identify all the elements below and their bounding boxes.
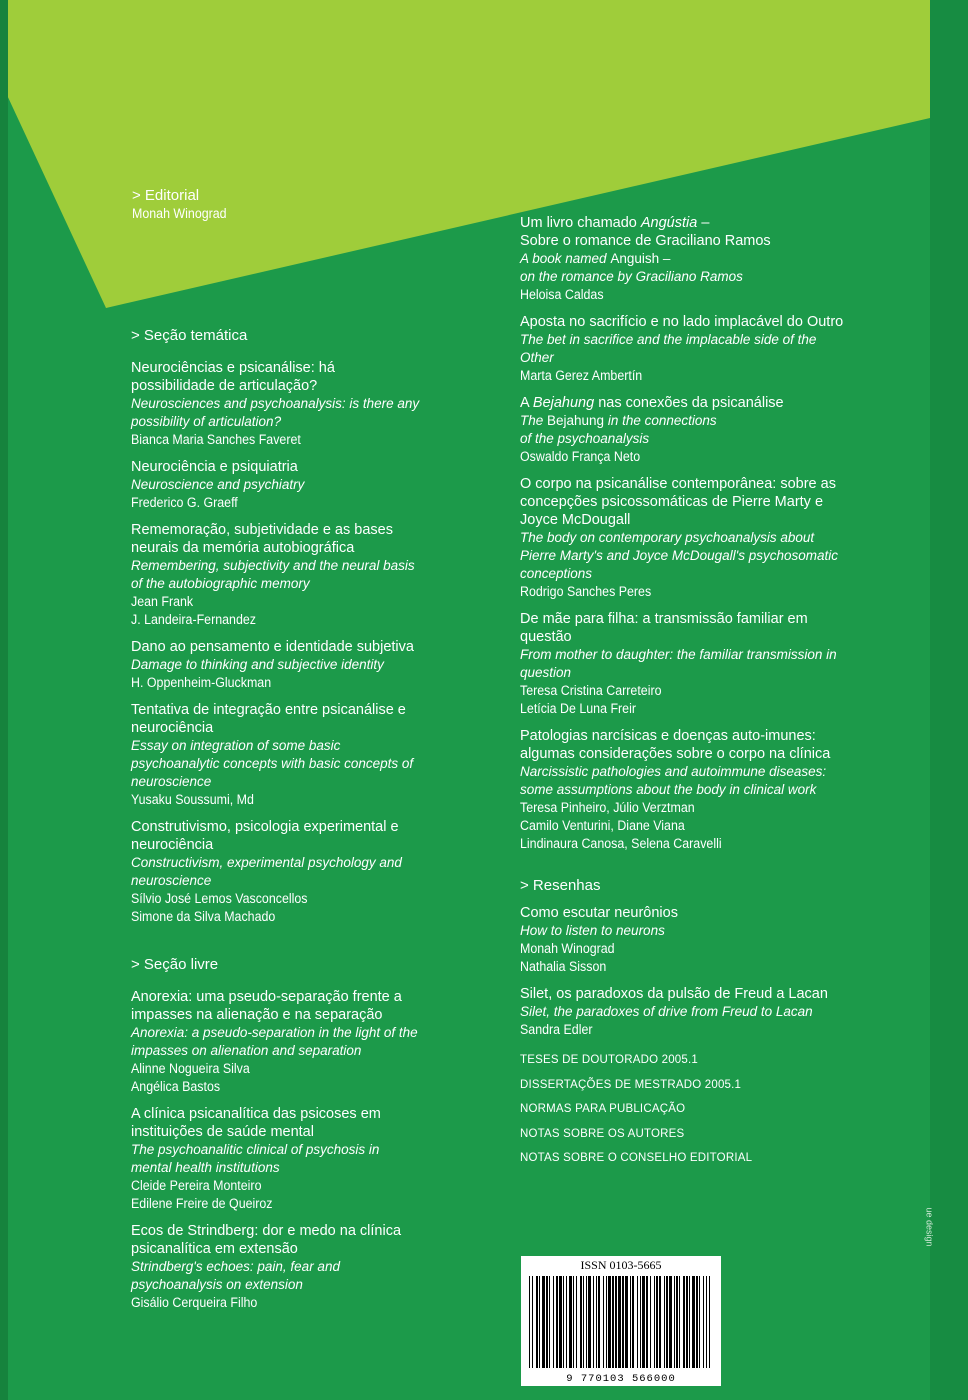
- barcode-bar: [546, 1276, 548, 1368]
- article-author: Frederico G. Graeff: [131, 495, 238, 510]
- article-entry: [520, 394, 870, 466]
- article-entry: [520, 475, 870, 601]
- left-edge-strip: [0, 0, 8, 1400]
- barcode-bar: [674, 1276, 675, 1368]
- barcode-bar: [676, 1276, 678, 1368]
- article-english-title: From mother to daughter: the familiar transmission in question: [520, 647, 837, 680]
- article-entry: [131, 1222, 471, 1312]
- right-column: [520, 214, 870, 1171]
- barcode-bar: [646, 1276, 648, 1368]
- barcode-bar: [666, 1276, 668, 1368]
- barcode-bar: [699, 1276, 700, 1368]
- article-author: Sílvio José Lemos Vasconcellos: [131, 891, 308, 906]
- article-title: Silet, os paradoxos da pulsão de Freud a Lacan: [520, 986, 828, 1002]
- left-column: [131, 326, 471, 1321]
- article-title: De mãe para filha: a transmissão familiar em questão: [520, 611, 808, 645]
- barcode-bar: [669, 1276, 672, 1368]
- barcode-bar: [683, 1276, 685, 1368]
- article-title: Patologias narcísicas e doenças auto-imunes: algumas considerações sobre o corpo na clínica: [520, 728, 831, 762]
- article-title: Construtivismo, psicologia experimental e neurociência: [131, 819, 399, 853]
- article-entry: [520, 904, 870, 976]
- barcode-bar: [615, 1276, 617, 1368]
- article-title: Neurociências e psicanálise: há possibilidade de articulação?: [131, 360, 335, 394]
- barcode-bar: [603, 1276, 604, 1368]
- barcode-label: [521, 1256, 721, 1386]
- article-author: Lindinaura Canosa, Selena Caravelli: [520, 836, 722, 851]
- barcode-bar: [583, 1276, 584, 1368]
- article-entry: [131, 988, 471, 1096]
- title-emphasis: Angústia: [640, 215, 698, 231]
- article-title-line2: Sobre o romance de Graciliano Ramos: [520, 233, 771, 249]
- article-author: Oswaldo França Neto: [520, 449, 641, 464]
- article-english-title: How to listen to neurons: [520, 923, 665, 938]
- barcode-bar: [559, 1276, 562, 1368]
- appendix-item: NOTAS SOBRE OS AUTORES: [520, 1127, 685, 1140]
- article-author: Monah Winograd: [520, 941, 615, 956]
- article-author: Yusaku Soussumi, Md: [131, 792, 254, 807]
- secao-livre-heading: > Seção livre: [131, 956, 219, 973]
- english-plain: Anguish: [610, 251, 660, 266]
- barcode-bar: [566, 1276, 567, 1368]
- barcode-bar: [640, 1276, 641, 1368]
- article-english-title: The body on contemporary psychoanalysis about Pierre Marty's and Joyce McDougall's psychosomatic conceptions: [520, 530, 839, 581]
- issn-text: ISSN 0103-5665: [580, 1258, 662, 1272]
- article-english-title: The bet in sacrifice and the implacable side of the Other: [520, 332, 817, 365]
- barcode-bar: [598, 1276, 600, 1368]
- article-author: Heloisa Caldas: [520, 287, 604, 302]
- article-entry: [520, 313, 870, 385]
- article-english-title: Remembering, subjectivity and the neural basis of the autobiographic memory: [131, 558, 415, 591]
- barcode-bar: [536, 1276, 538, 1368]
- title-emphasis: Bejahung: [532, 395, 595, 411]
- barcode-bar: [630, 1276, 631, 1368]
- barcode-bar: [659, 1276, 661, 1368]
- article-title: Tentativa de integração entre psicanálise e neurociência: [131, 702, 406, 736]
- barcode-bar: [588, 1276, 591, 1368]
- barcode-bar: [556, 1276, 558, 1368]
- barcode-icon: [527, 1276, 715, 1368]
- barcode-bar: [539, 1276, 540, 1368]
- article-title: Anorexia: uma pseudo-separação frente a impasses na alienação e na separação: [131, 989, 402, 1023]
- article-title: Aposta no sacrifício e no lado implacável do Outro: [520, 314, 844, 330]
- article-author: Nathalia Sisson: [520, 959, 607, 974]
- appendix-list: [520, 1048, 870, 1171]
- article-english-title: Essay on integration of some basic psychoanalytic concepts with basic concepts of neuroscience: [131, 738, 414, 789]
- barcode-bar: [612, 1276, 614, 1368]
- article-entry: [131, 359, 471, 449]
- article-entry: [131, 818, 471, 926]
- article-author: Sandra Edler: [520, 1022, 593, 1037]
- editorial-heading: > Editorial: [132, 187, 200, 204]
- article-author: Simone da Silva Machado: [131, 909, 276, 924]
- barcode-bar: [608, 1276, 611, 1368]
- article-author: Marta Gerez Ambertín: [520, 368, 643, 383]
- resenhas-list: [520, 904, 870, 1039]
- barcode-bar: [569, 1276, 572, 1368]
- barcode-bar: [573, 1276, 574, 1368]
- barcode-bar: [532, 1276, 533, 1368]
- barcode-bar: [692, 1276, 695, 1368]
- article-english-title: Narcissistic pathologies and autoimmune diseases: some assumptions about the body in clinical work: [520, 764, 827, 797]
- barcode-bar: [637, 1276, 638, 1368]
- barcode-bar: [632, 1276, 634, 1368]
- article-author: Cleide Pereira Monteiro: [131, 1178, 262, 1193]
- barcode-bar: [586, 1276, 587, 1368]
- article-author: J. Landeira-Fernandez: [131, 612, 256, 627]
- barcode-bar: [696, 1276, 698, 1368]
- editorial-author: Monah Winograd: [132, 206, 227, 221]
- english-plain: Bejahung: [547, 413, 605, 428]
- article-title: Um livro chamado Angústia –: [520, 215, 710, 231]
- article-author: Camilo Venturini, Diane Viana: [520, 818, 685, 833]
- article-entry: [131, 458, 471, 512]
- article-english-title: Neurosciences and psychoanalysis: is there any possibility of articulation?: [131, 396, 420, 429]
- article-entry: [520, 214, 870, 304]
- secao-livre-list: [131, 988, 471, 1312]
- secao-tematica-heading: > Seção temática: [131, 327, 248, 344]
- article-author: Angélica Bastos: [131, 1079, 221, 1094]
- article-title: Dano ao pensamento e identidade subjetiva: [131, 639, 414, 655]
- article-title: Rememoração, subjetividade e as bases neurais da memória autobiográfica: [131, 522, 393, 556]
- article-author: Alinne Nogueira Silva: [131, 1061, 250, 1076]
- article-title: A Bejahung nas conexões da psicanálise: [520, 395, 784, 411]
- barcode-bar: [686, 1276, 688, 1368]
- appendix-item: DISSERTAÇÕES DE MESTRADO 2005.1: [520, 1078, 742, 1091]
- article-entry: [520, 610, 870, 718]
- article-english-title: Anorexia: a pseudo-separation in the light of the impasses on alienation and separation: [131, 1025, 418, 1058]
- article-title: Neurociência e psiquiatria: [131, 459, 298, 475]
- article-english-title: Damage to thinking and subjective identity: [131, 657, 384, 672]
- article-author: Letícia De Luna Freir: [520, 701, 636, 716]
- article-title: O corpo na psicanálise contemporânea: sobre as concepções psicossomáticas de Pierre Marty e Joyce McDougall: [520, 476, 836, 528]
- barcode-bar: [709, 1276, 710, 1368]
- article-english-title: A book named Anguish –: [520, 251, 671, 266]
- article-author: Teresa Pinheiro, Júlio Verztman: [520, 800, 695, 815]
- barcode-bar: [656, 1276, 658, 1368]
- barcode-bar: [529, 1276, 530, 1368]
- barcode-bar: [654, 1276, 655, 1368]
- spine-credit: [924, 1190, 950, 1270]
- barcode-bar: [596, 1276, 597, 1368]
- barcode-bar: [703, 1276, 704, 1368]
- article-english-line2: of the psychoanalysis: [520, 431, 650, 446]
- barcode-bar: [642, 1276, 645, 1368]
- article-english-title: Neuroscience and psychiatry: [131, 477, 305, 492]
- barcode-bar: [553, 1276, 554, 1368]
- article-entry: [131, 521, 471, 629]
- barcode-bar: [606, 1276, 607, 1368]
- resenhas-heading: > Resenhas: [520, 877, 601, 894]
- barcode-bar: [664, 1276, 665, 1368]
- article-entry: [520, 727, 870, 853]
- barcode-bar: [576, 1276, 577, 1368]
- barcode-bar: [650, 1276, 651, 1368]
- article-english-title: The psychoanalitic clinical of psychosis in mental health institutions: [131, 1142, 380, 1175]
- article-title: A clínica psicanalítica das psicoses em instituições de saúde mental: [131, 1106, 381, 1140]
- article-author: Rodrigo Sanches Peres: [520, 584, 652, 599]
- article-english-title: Constructivism, experimental psychology and neuroscience: [131, 855, 402, 888]
- article-english-title: Silet, the paradoxes of drive from Freud to Lacan: [520, 1004, 813, 1019]
- article-author: Gisálio Cerqueira Filho: [131, 1295, 258, 1310]
- article-author: H. Oppenheim-Gluckman: [131, 675, 272, 690]
- right-article-list: [520, 214, 870, 853]
- appendix-item: NORMAS PARA PUBLICAÇÃO: [520, 1103, 686, 1115]
- article-author: Teresa Cristina Carreteiro: [520, 683, 662, 698]
- appendix-item: NOTAS SOBRE O CONSELHO EDITORIAL: [520, 1152, 753, 1164]
- article-title: Ecos de Strindberg: dor e medo na clínica psicanalítica em extensão: [131, 1223, 402, 1257]
- barcode-bar: [542, 1276, 545, 1368]
- editorial-block: [132, 186, 235, 223]
- article-entry: [131, 1105, 471, 1213]
- barcode-bar: [593, 1276, 594, 1368]
- spine-credit-text: ue design: [924, 1207, 935, 1247]
- article-english-title: The Bejahung in the connections: [520, 413, 717, 428]
- article-english-line2: on the romance by Graciliano Ramos: [520, 269, 743, 284]
- barcode-bar: [622, 1276, 624, 1368]
- article-entry: [520, 985, 870, 1039]
- barcode-bar: [618, 1276, 621, 1368]
- article-author: Edilene Freire de Queiroz: [131, 1196, 273, 1211]
- barcode-bar: [580, 1276, 582, 1368]
- secao-tematica-list: [131, 359, 471, 926]
- article-entry: [131, 638, 471, 692]
- barcode-digits: 9 770103 566000: [566, 1373, 676, 1385]
- article-entry: [131, 701, 471, 809]
- barcode-bar: [679, 1276, 680, 1368]
- barcode-bar: [689, 1276, 690, 1368]
- barcode-bar: [549, 1276, 550, 1368]
- article-english-title: Strindberg's echoes: pain, fear and psychoanalysis on extension: [131, 1259, 340, 1292]
- appendix-item: TESES DE DOUTORADO 2005.1: [520, 1054, 698, 1066]
- barcode-bar: [563, 1276, 564, 1368]
- article-title: Como escutar neurônios: [520, 905, 678, 921]
- barcode-bar: [706, 1276, 707, 1368]
- article-author: Bianca Maria Sanches Faveret: [131, 432, 301, 447]
- barcode-bar: [625, 1276, 628, 1368]
- article-author: Jean Frank: [131, 594, 194, 609]
